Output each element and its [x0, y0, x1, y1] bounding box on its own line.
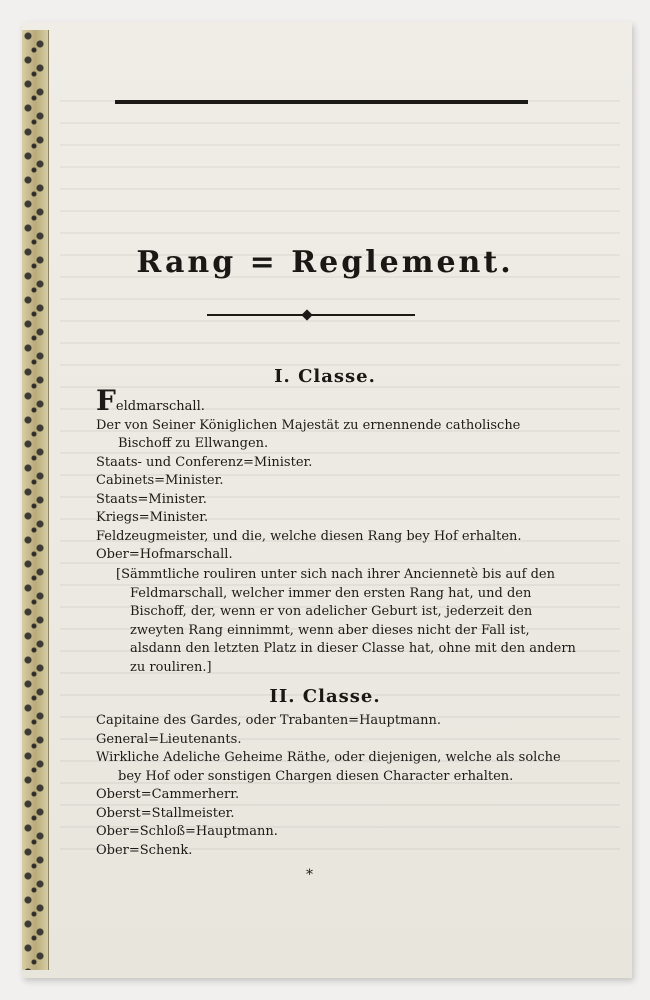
note-line: Bischoff, der, wenn er von adelicher Geburt ist, jederzeit den — [130, 604, 533, 619]
list-item: Wirkliche Adeliche Geheime Räthe, oder diejenigen, welche als solche — [96, 750, 561, 765]
list-item: General=Lieutenants. — [96, 731, 242, 747]
document-title: Rang = Reglement. — [136, 245, 514, 280]
note-line: Feldmarschall, welcher immer den ersten Rang hat, und den — [130, 585, 532, 601]
list-item: Capitaine des Gardes, oder Trabanten=Hauptmann. — [96, 713, 442, 728]
list-item: Cabinets=Minister. — [96, 473, 224, 488]
top-rule — [115, 100, 528, 104]
list-item: Feldmarschall. — [96, 384, 205, 417]
list-item: Oberst=Stallmeister. — [96, 805, 235, 821]
marbled-binding-strip — [22, 30, 49, 970]
class-1-list — [96, 384, 536, 565]
list-item: Feldzeugmeister, und die, welche diesen Rang bey Hof erhalten. — [96, 528, 522, 544]
list-item: Staats- und Conferenz=Minister. — [96, 454, 313, 470]
note-line: [Sämmtliche rouliren unter sich nach ihrer Anciennetè bis auf den — [116, 567, 555, 582]
list-item: Ober=Schenk. — [96, 842, 193, 858]
note-line: zu rouliren.] — [130, 659, 212, 675]
list-item: Oberst=Cammerherr. — [96, 787, 240, 802]
list-item: Ober=Schloß=Hauptmann. — [96, 824, 278, 839]
class-1-note — [116, 566, 576, 677]
note-line: alsdann den letzten Platz in dieser Classe hat, ohne mit den andern — [130, 641, 576, 656]
list-item: Kriegs=Minister. — [96, 510, 209, 525]
class-2-heading: II. Classe. — [269, 686, 381, 707]
list-item: Ober=Hofmarschall. — [96, 547, 233, 562]
list-item: Der von Seiner Königlichen Majestät zu ernennende catholische — [96, 417, 521, 433]
class-2-list — [96, 712, 561, 860]
note-line: zweyten Rang einnimmt, wenn aber dieses nicht der Fall ist, — [130, 622, 530, 638]
class-1-heading: I. Classe. — [274, 366, 376, 387]
footer-asterisk: * — [306, 867, 313, 883]
list-item: bey Hof oder sonstigen Chargen diesen Character erhalten. — [118, 768, 514, 784]
list-item: Bischoff zu Ellwangen. — [118, 436, 269, 451]
list-item: Staats=Minister. — [96, 491, 207, 507]
title-ornament-rule — [207, 314, 415, 316]
